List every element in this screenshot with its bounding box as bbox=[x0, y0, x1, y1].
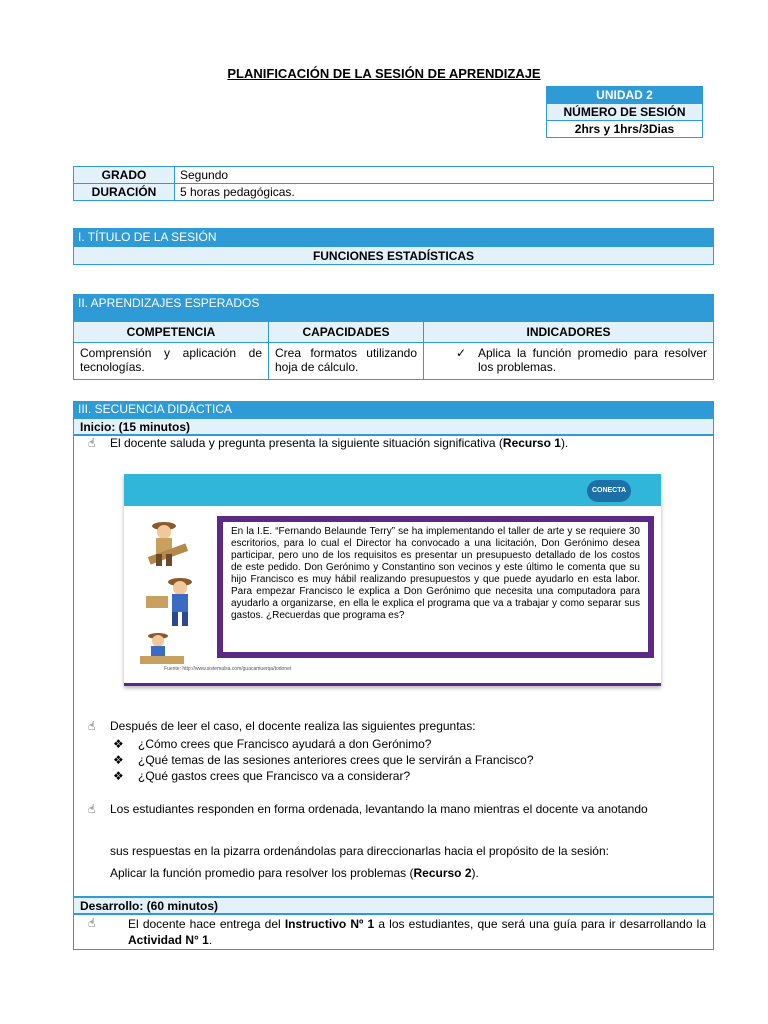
carpenter-figure-1 bbox=[142, 518, 192, 568]
diamond-icon-1: ❖ bbox=[113, 737, 124, 751]
p4-pre: Aplicar la función promedio para resolver los problemas ( bbox=[110, 866, 414, 880]
image-bottom-bar bbox=[124, 683, 661, 686]
indicadores-text: Aplica la función promedio para resolver los problemas. bbox=[478, 346, 707, 374]
p1-bold: Recurso 1 bbox=[502, 436, 561, 450]
carpenter-figure-2 bbox=[144, 574, 199, 629]
inicio-paragraph-3a: Los estudiantes responden en forma ordenada, levantando la mano mientras el docente va anotando bbox=[110, 802, 648, 816]
unit-box bbox=[546, 86, 703, 138]
desarrollo-paragraph-1 bbox=[128, 916, 706, 948]
p5-b: Instructivo Nº 1 bbox=[284, 917, 375, 931]
p4-post: ). bbox=[471, 866, 479, 880]
section2-header: II. APRENDIZAJES ESPERADOS bbox=[73, 294, 714, 321]
duracion-value: 5 horas pedagógicas. bbox=[175, 184, 714, 201]
bullet-icon-3: ☝ bbox=[88, 802, 96, 816]
question-3: ¿Qué gastos crees que Francisco va a considerar? bbox=[138, 769, 411, 783]
inicio-label: Inicio: (15 minutos) bbox=[73, 418, 714, 435]
p5-c: a los estudiantes, que será una guía para ir desarrollando la bbox=[374, 917, 707, 931]
diamond-icon-2: ❖ bbox=[113, 753, 124, 767]
story-box bbox=[217, 516, 654, 658]
p5-e: . bbox=[208, 933, 213, 947]
question-2: ¿Qué temas de las sesiones anteriores crees que le servirán a Francisco? bbox=[138, 753, 534, 767]
recurso-1-image bbox=[124, 474, 661, 686]
check-icon: ✓ bbox=[456, 346, 467, 360]
col-competencia: COMPETENCIA bbox=[74, 322, 269, 343]
session-duration: 2hrs y 1hrs/3Dias bbox=[547, 121, 703, 138]
info-table bbox=[73, 166, 714, 201]
col-indicadores: INDICADORES bbox=[424, 322, 714, 343]
inicio-paragraph-3b: sus respuestas en la pizarra ordenándolas para direccionarlas hacia el propósito de la sesión: bbox=[110, 844, 609, 858]
capacidades-cell: Crea formatos utilizando hoja de cálculo. bbox=[269, 343, 424, 380]
diamond-icon-3: ❖ bbox=[113, 769, 124, 783]
p1-post: ). bbox=[560, 436, 569, 450]
unit-label: UNIDAD 2 bbox=[547, 87, 703, 104]
p4-bold: Recurso 2 bbox=[413, 866, 472, 880]
story-text: En la I.E. “Fernando Belaunde Terry” se ha implementando el taller de arte y se requiere 30 escritorios, para lo cual el Director ha convocado a una licitación, Don Gerónimo desea participar, pero uno de los requisitos es presentar un presupuesto detallado de los costos de este pedido. Don Gerónimo y Constantino son vecinos y este último le comenta que su hijo Francisco es muy hábil realizando presupuestos y que puede ayudarlo en esta labor. Para empezar Francisco le explica a Don Gerónimo que necesita una computadora para ayudarlo a organizarse, en ella le explica el programa que va a trabajar y como separar sus gastos. ¿Recuerdas que programa es? bbox=[231, 526, 640, 621]
indicadores-cell bbox=[424, 343, 714, 380]
p1-pre: El docente saluda y pregunta presenta la siguiente situación significativa ( bbox=[110, 436, 503, 450]
page-title: PLANIFICACIÓN DE LA SESIÓN DE APRENDIZAJE bbox=[227, 66, 541, 81]
bullet-icon-4: ☝ bbox=[88, 916, 96, 930]
col-capacidades: CAPACIDADES bbox=[269, 322, 424, 343]
image-credit: Fuente: http://www.sistemalsa.com/guacamuerqa/todonet bbox=[164, 666, 292, 672]
bullet-icon-1: ☝ bbox=[88, 436, 96, 450]
p5-a: El docente hace entrega del bbox=[128, 917, 285, 931]
inicio-paragraph-4 bbox=[110, 866, 479, 880]
conecta-logo: CONECTA bbox=[587, 480, 631, 502]
grado-label: GRADO bbox=[74, 167, 175, 184]
inicio-paragraph-2: Después de leer el caso, el docente realiza las siguientes preguntas: bbox=[110, 719, 476, 733]
carpenter-figure-3 bbox=[138, 630, 188, 670]
competencia-cell: Comprensión y aplicación de tecnologías. bbox=[74, 343, 269, 380]
image-banner bbox=[124, 474, 661, 506]
desarrollo-label: Desarrollo: (60 minutos) bbox=[73, 897, 714, 914]
duracion-label: DURACIÓN bbox=[74, 184, 175, 201]
grado-value: Segundo bbox=[175, 167, 714, 184]
section1-header: I. TÍTULO DE LA SESIÓN bbox=[73, 228, 714, 246]
section3-header: III. SECUENCIA DIDÁCTICA bbox=[73, 401, 714, 418]
question-1: ¿Cómo crees que Francisco ayudará a don Gerónimo? bbox=[138, 737, 432, 751]
bullet-icon-2: ☝ bbox=[88, 719, 96, 733]
section1-title: FUNCIONES ESTADÍSTICAS bbox=[73, 246, 714, 265]
session-number-label: NÚMERO DE SESIÓN bbox=[547, 104, 703, 121]
inicio-paragraph-1 bbox=[110, 436, 710, 450]
p5-d: Actividad N° 1 bbox=[128, 933, 209, 947]
learning-table bbox=[73, 321, 714, 380]
